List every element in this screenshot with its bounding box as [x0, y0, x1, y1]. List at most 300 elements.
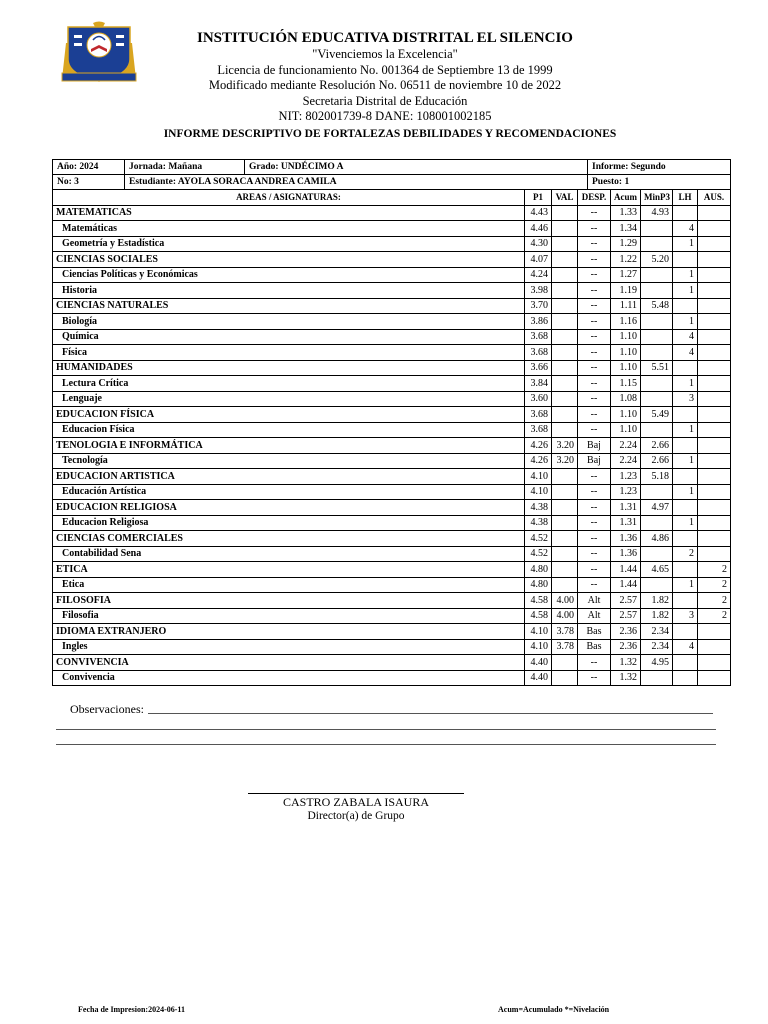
- subject-name-cell: Educacion Religiosa: [53, 515, 525, 531]
- year-cell: Año: 2024: [53, 160, 125, 175]
- aus-cell: [698, 236, 731, 252]
- minp3-cell: [641, 376, 673, 392]
- subject-row: [53, 577, 731, 593]
- p1-cell: 3.68: [525, 329, 552, 345]
- lh-cell: 1: [673, 453, 698, 469]
- area-row: [53, 252, 731, 268]
- acum-cell: 1.33: [611, 205, 641, 221]
- director-role: Director(a) de Grupo: [307, 810, 405, 822]
- subject-row: [53, 329, 731, 345]
- minp3-cell: [641, 283, 673, 299]
- subject-name-cell: CONVIVENCIA: [53, 655, 525, 671]
- institution-motto: "Vivenciemos la Excelencia": [312, 47, 458, 61]
- lh-cell: 1: [673, 376, 698, 392]
- minp3-cell: 4.97: [641, 500, 673, 516]
- p1-cell: 4.80: [525, 577, 552, 593]
- desp-cell: --: [578, 267, 611, 283]
- col-p1: P1: [525, 190, 552, 206]
- val-cell: [552, 391, 578, 407]
- minp3-cell: 4.65: [641, 562, 673, 578]
- lh-cell: [673, 298, 698, 314]
- minp3-cell: 2.66: [641, 438, 673, 454]
- desp-cell: --: [578, 670, 611, 686]
- subject-name-cell: Ingles: [53, 639, 525, 655]
- val-cell: [552, 298, 578, 314]
- subject-name-cell: Biología: [53, 314, 525, 330]
- observaciones-line-2: [56, 729, 716, 730]
- print-date: Fecha de Impresion:2024-06-11: [78, 1005, 185, 1014]
- subject-name-cell: Etica: [53, 577, 525, 593]
- subject-row: [53, 345, 731, 361]
- val-cell: [552, 236, 578, 252]
- desp-cell: --: [578, 655, 611, 671]
- area-row: [53, 469, 731, 485]
- lh-cell: 1: [673, 283, 698, 299]
- lh-cell: [673, 360, 698, 376]
- subject-row: [53, 453, 731, 469]
- lh-cell: [673, 469, 698, 485]
- observaciones-line-3: [56, 744, 716, 745]
- p1-cell: 4.38: [525, 500, 552, 516]
- p1-cell: 3.68: [525, 422, 552, 438]
- aus-cell: [698, 329, 731, 345]
- desp-cell: --: [578, 515, 611, 531]
- subject-row: [53, 608, 731, 624]
- val-cell: [552, 546, 578, 562]
- subject-name-cell: EDUCACION FÍSICA: [53, 407, 525, 423]
- lh-cell: [673, 252, 698, 268]
- minp3-cell: 2.34: [641, 639, 673, 655]
- acum-cell: 1.36: [611, 546, 641, 562]
- aus-cell: [698, 500, 731, 516]
- aus-cell: [698, 670, 731, 686]
- acum-cell: 2.24: [611, 438, 641, 454]
- student-info-table: [52, 159, 731, 190]
- minp3-cell: 4.86: [641, 531, 673, 547]
- desp-cell: --: [578, 345, 611, 361]
- desp-cell: --: [578, 407, 611, 423]
- desp-cell: --: [578, 221, 611, 237]
- desp-cell: --: [578, 546, 611, 562]
- val-cell: [552, 670, 578, 686]
- minp3-cell: 5.20: [641, 252, 673, 268]
- minp3-cell: [641, 670, 673, 686]
- subject-row: [53, 376, 731, 392]
- area-row: [53, 624, 731, 640]
- minp3-cell: 1.82: [641, 593, 673, 609]
- acum-cell: 1.32: [611, 670, 641, 686]
- val-cell: [552, 500, 578, 516]
- minp3-cell: [641, 267, 673, 283]
- lh-cell: 4: [673, 639, 698, 655]
- aus-cell: [698, 205, 731, 221]
- acum-cell: 1.44: [611, 577, 641, 593]
- subject-name-cell: Lenguaje: [53, 391, 525, 407]
- minp3-cell: 4.93: [641, 205, 673, 221]
- p1-cell: 4.07: [525, 252, 552, 268]
- subject-name-cell: Geometría y Estadística: [53, 236, 525, 252]
- desp-cell: Alt: [578, 608, 611, 624]
- acum-cell: 1.23: [611, 484, 641, 500]
- subject-row: [53, 422, 731, 438]
- aus-cell: [698, 484, 731, 500]
- aus-cell: [698, 221, 731, 237]
- aus-cell: [698, 360, 731, 376]
- val-cell: [552, 329, 578, 345]
- aus-cell: [698, 469, 731, 485]
- footer-legend: Acum=Acumulado *=Nivelación: [498, 1005, 610, 1014]
- aus-cell: 2: [698, 577, 731, 593]
- lh-cell: [673, 670, 698, 686]
- desp-cell: --: [578, 205, 611, 221]
- subject-name-cell: CIENCIAS NATURALES: [53, 298, 525, 314]
- p1-cell: 3.66: [525, 360, 552, 376]
- subject-row: [53, 391, 731, 407]
- minp3-cell: [641, 515, 673, 531]
- col-minp3: MinP3: [641, 190, 673, 206]
- area-row: [53, 205, 731, 221]
- school-crest-logo: [60, 21, 138, 83]
- desp-cell: --: [578, 298, 611, 314]
- desp-cell: --: [578, 469, 611, 485]
- lh-cell: 1: [673, 267, 698, 283]
- p1-cell: 3.60: [525, 391, 552, 407]
- area-row: [53, 360, 731, 376]
- minp3-cell: 5.51: [641, 360, 673, 376]
- acum-cell: 1.10: [611, 329, 641, 345]
- desp-cell: --: [578, 391, 611, 407]
- acum-cell: 1.19: [611, 283, 641, 299]
- acum-cell: 1.08: [611, 391, 641, 407]
- minp3-cell: [641, 422, 673, 438]
- lh-cell: [673, 438, 698, 454]
- val-cell: 4.00: [552, 593, 578, 609]
- acum-cell: 1.29: [611, 236, 641, 252]
- val-cell: [552, 515, 578, 531]
- acum-cell: 1.44: [611, 562, 641, 578]
- p1-cell: 4.46: [525, 221, 552, 237]
- subject-name-cell: HUMANIDADES: [53, 360, 525, 376]
- aus-cell: [698, 655, 731, 671]
- acum-cell: 1.16: [611, 314, 641, 330]
- lh-cell: 3: [673, 608, 698, 624]
- p1-cell: 4.52: [525, 531, 552, 547]
- acum-cell: 1.11: [611, 298, 641, 314]
- p1-cell: 3.98: [525, 283, 552, 299]
- acum-cell: 1.23: [611, 469, 641, 485]
- lh-cell: 4: [673, 329, 698, 345]
- acum-cell: 1.10: [611, 360, 641, 376]
- val-cell: [552, 562, 578, 578]
- lh-cell: [673, 407, 698, 423]
- subject-row: [53, 236, 731, 252]
- acum-cell: 1.15: [611, 376, 641, 392]
- desp-cell: --: [578, 422, 611, 438]
- val-cell: [552, 221, 578, 237]
- acum-cell: 1.10: [611, 345, 641, 361]
- acum-cell: 1.31: [611, 515, 641, 531]
- val-cell: [552, 484, 578, 500]
- number-cell: No: 3: [53, 175, 125, 190]
- minp3-cell: [641, 221, 673, 237]
- desp-cell: Alt: [578, 593, 611, 609]
- p1-cell: 3.86: [525, 314, 552, 330]
- aus-cell: [698, 515, 731, 531]
- minp3-cell: 4.95: [641, 655, 673, 671]
- acum-cell: 2.24: [611, 453, 641, 469]
- val-cell: [552, 376, 578, 392]
- subject-name-cell: Ciencias Políticas y Económicas: [53, 267, 525, 283]
- val-cell: [552, 577, 578, 593]
- subject-name-cell: FILOSOFIA: [53, 593, 525, 609]
- val-cell: [552, 252, 578, 268]
- aus-cell: [698, 345, 731, 361]
- subject-name-cell: EDUCACION RELIGIOSA: [53, 500, 525, 516]
- subject-row: [53, 670, 731, 686]
- aus-cell: [698, 531, 731, 547]
- subject-row: [53, 314, 731, 330]
- subject-name-cell: CIENCIAS COMERCIALES: [53, 531, 525, 547]
- subject-name-cell: Física: [53, 345, 525, 361]
- aus-cell: [698, 298, 731, 314]
- val-cell: [552, 469, 578, 485]
- p1-cell: 4.26: [525, 453, 552, 469]
- val-cell: [552, 360, 578, 376]
- subject-name-cell: Educacion Física: [53, 422, 525, 438]
- val-cell: [552, 314, 578, 330]
- p1-cell: 4.43: [525, 205, 552, 221]
- val-cell: [552, 655, 578, 671]
- lh-cell: [673, 205, 698, 221]
- area-row: [53, 500, 731, 516]
- subject-name-cell: Contabilidad Sena: [53, 546, 525, 562]
- minp3-cell: 2.66: [641, 453, 673, 469]
- p1-cell: 4.30: [525, 236, 552, 252]
- minp3-cell: [641, 236, 673, 252]
- signature-line: [248, 793, 464, 794]
- desp-cell: --: [578, 236, 611, 252]
- institution-name: INSTITUCIÓN EDUCATIVA DISTRITAL EL SILENCIO: [197, 30, 573, 46]
- lh-cell: 1: [673, 515, 698, 531]
- acum-cell: 1.31: [611, 500, 641, 516]
- desp-cell: --: [578, 562, 611, 578]
- p1-cell: 4.24: [525, 267, 552, 283]
- subject-name-cell: MATEMATICAS: [53, 205, 525, 221]
- minp3-cell: 1.82: [641, 608, 673, 624]
- observaciones-line-1: [148, 713, 713, 714]
- area-row: [53, 655, 731, 671]
- report-title: INFORME DESCRIPTIVO DE FORTALEZAS DEBILIDADES Y RECOMENDACIONES: [163, 128, 617, 140]
- minp3-cell: [641, 546, 673, 562]
- area-row: [53, 562, 731, 578]
- lh-cell: 1: [673, 484, 698, 500]
- secretaria-line: Secretaria Distrital de Educación: [302, 94, 468, 108]
- lh-cell: [673, 531, 698, 547]
- aus-cell: [698, 283, 731, 299]
- val-cell: [552, 345, 578, 361]
- subject-name-cell: Educación Artística: [53, 484, 525, 500]
- lh-cell: [673, 562, 698, 578]
- p1-cell: 4.40: [525, 655, 552, 671]
- subject-name-cell: CIENCIAS SOCIALES: [53, 252, 525, 268]
- acum-cell: 2.57: [611, 593, 641, 609]
- val-cell: [552, 407, 578, 423]
- subject-name-cell: Química: [53, 329, 525, 345]
- col-acum: Acum: [611, 190, 641, 206]
- val-cell: 4.00: [552, 608, 578, 624]
- p1-cell: 4.52: [525, 546, 552, 562]
- val-cell: 3.20: [552, 453, 578, 469]
- subject-row: [53, 639, 731, 655]
- minp3-cell: [641, 577, 673, 593]
- subject-name-cell: TENOLOGIA E INFORMÁTICA: [53, 438, 525, 454]
- subject-name-cell: Matemáticas: [53, 221, 525, 237]
- jornada-cell: Jornada: Mañana: [125, 160, 245, 175]
- grades-body: [53, 205, 731, 686]
- subject-name-cell: EDUCACION ARTISTICA: [53, 469, 525, 485]
- lh-cell: 2: [673, 546, 698, 562]
- lh-cell: 4: [673, 221, 698, 237]
- col-areas: AREAS / ASIGNATURAS:: [53, 190, 525, 206]
- desp-cell: --: [578, 531, 611, 547]
- val-cell: 3.20: [552, 438, 578, 454]
- aus-cell: 2: [698, 593, 731, 609]
- subject-name-cell: Convivencia: [53, 670, 525, 686]
- puesto-cell: Puesto: 1: [588, 175, 731, 190]
- p1-cell: 4.38: [525, 515, 552, 531]
- subject-row: [53, 283, 731, 299]
- lh-cell: 1: [673, 314, 698, 330]
- p1-cell: 3.68: [525, 345, 552, 361]
- aus-cell: [698, 639, 731, 655]
- lh-cell: [673, 593, 698, 609]
- aus-cell: [698, 407, 731, 423]
- subject-row: [53, 546, 731, 562]
- subject-name-cell: Lectura Crítica: [53, 376, 525, 392]
- minp3-cell: 5.49: [641, 407, 673, 423]
- minp3-cell: 5.18: [641, 469, 673, 485]
- lh-cell: 1: [673, 236, 698, 252]
- desp-cell: --: [578, 252, 611, 268]
- minp3-cell: [641, 345, 673, 361]
- aus-cell: [698, 438, 731, 454]
- desp-cell: --: [578, 314, 611, 330]
- val-cell: [552, 531, 578, 547]
- desp-cell: Baj: [578, 453, 611, 469]
- acum-cell: 1.10: [611, 407, 641, 423]
- acum-cell: 2.36: [611, 639, 641, 655]
- p1-cell: 3.84: [525, 376, 552, 392]
- area-row: [53, 407, 731, 423]
- grades-header-row: [53, 190, 731, 206]
- desp-cell: --: [578, 376, 611, 392]
- aus-cell: [698, 422, 731, 438]
- acum-cell: 2.57: [611, 608, 641, 624]
- p1-cell: 4.10: [525, 484, 552, 500]
- val-cell: 3.78: [552, 639, 578, 655]
- minp3-cell: [641, 314, 673, 330]
- col-val: VAL: [552, 190, 578, 206]
- col-aus: AUS.: [698, 190, 731, 206]
- val-cell: 3.78: [552, 624, 578, 640]
- acum-cell: 1.10: [611, 422, 641, 438]
- desp-cell: --: [578, 360, 611, 376]
- grades-table: [52, 189, 731, 686]
- acum-cell: 1.22: [611, 252, 641, 268]
- p1-cell: 4.26: [525, 438, 552, 454]
- aus-cell: [698, 376, 731, 392]
- resolution-line: Modificado mediante Resolución No. 06511 de noviembre 10 de 2022: [208, 78, 562, 92]
- val-cell: [552, 205, 578, 221]
- nit-dane-line: NIT: 802001739-8 DANE: 108001002185: [278, 109, 492, 123]
- lh-cell: [673, 655, 698, 671]
- subject-name-cell: Tecnología: [53, 453, 525, 469]
- p1-cell: 4.10: [525, 469, 552, 485]
- aus-cell: [698, 546, 731, 562]
- p1-cell: 4.58: [525, 608, 552, 624]
- aus-cell: [698, 391, 731, 407]
- desp-cell: --: [578, 329, 611, 345]
- p1-cell: 4.40: [525, 670, 552, 686]
- desp-cell: Bas: [578, 639, 611, 655]
- grado-cell: Grado: UNDÉCIMO A: [245, 160, 588, 175]
- lh-cell: 1: [673, 577, 698, 593]
- informe-cell: Informe: Segundo: [588, 160, 731, 175]
- desp-cell: --: [578, 484, 611, 500]
- p1-cell: 4.80: [525, 562, 552, 578]
- acum-cell: 1.34: [611, 221, 641, 237]
- lh-cell: 3: [673, 391, 698, 407]
- aus-cell: [698, 453, 731, 469]
- subject-name-cell: Filosofia: [53, 608, 525, 624]
- subject-row: [53, 484, 731, 500]
- p1-cell: 4.10: [525, 624, 552, 640]
- area-row: [53, 531, 731, 547]
- p1-cell: 3.70: [525, 298, 552, 314]
- subject-row: [53, 221, 731, 237]
- license-line: Licencia de funcionamiento No. 001364 de Septiembre 13 de 1999: [217, 63, 553, 77]
- director-name: CASTRO ZABALA ISAURA: [282, 795, 429, 809]
- aus-cell: [698, 267, 731, 283]
- val-cell: [552, 283, 578, 299]
- desp-cell: --: [578, 577, 611, 593]
- minp3-cell: [641, 484, 673, 500]
- student-cell: Estudiante: AYOLA SORACA ANDREA CAMILA: [125, 175, 588, 190]
- val-cell: [552, 267, 578, 283]
- subject-name-cell: IDIOMA EXTRANJERO: [53, 624, 525, 640]
- minp3-cell: 2.34: [641, 624, 673, 640]
- p1-cell: 4.10: [525, 639, 552, 655]
- area-row: [53, 298, 731, 314]
- col-lh: LH: [673, 190, 698, 206]
- minp3-cell: [641, 391, 673, 407]
- lh-cell: [673, 500, 698, 516]
- minp3-cell: 5.48: [641, 298, 673, 314]
- minp3-cell: [641, 329, 673, 345]
- aus-cell: [698, 314, 731, 330]
- observaciones-label: Observaciones:: [70, 702, 144, 716]
- desp-cell: --: [578, 283, 611, 299]
- area-row: [53, 593, 731, 609]
- aus-cell: [698, 252, 731, 268]
- p1-cell: 3.68: [525, 407, 552, 423]
- subject-row: [53, 515, 731, 531]
- val-cell: [552, 422, 578, 438]
- area-row: [53, 438, 731, 454]
- col-desp: DESP.: [578, 190, 611, 206]
- aus-cell: [698, 624, 731, 640]
- desp-cell: --: [578, 500, 611, 516]
